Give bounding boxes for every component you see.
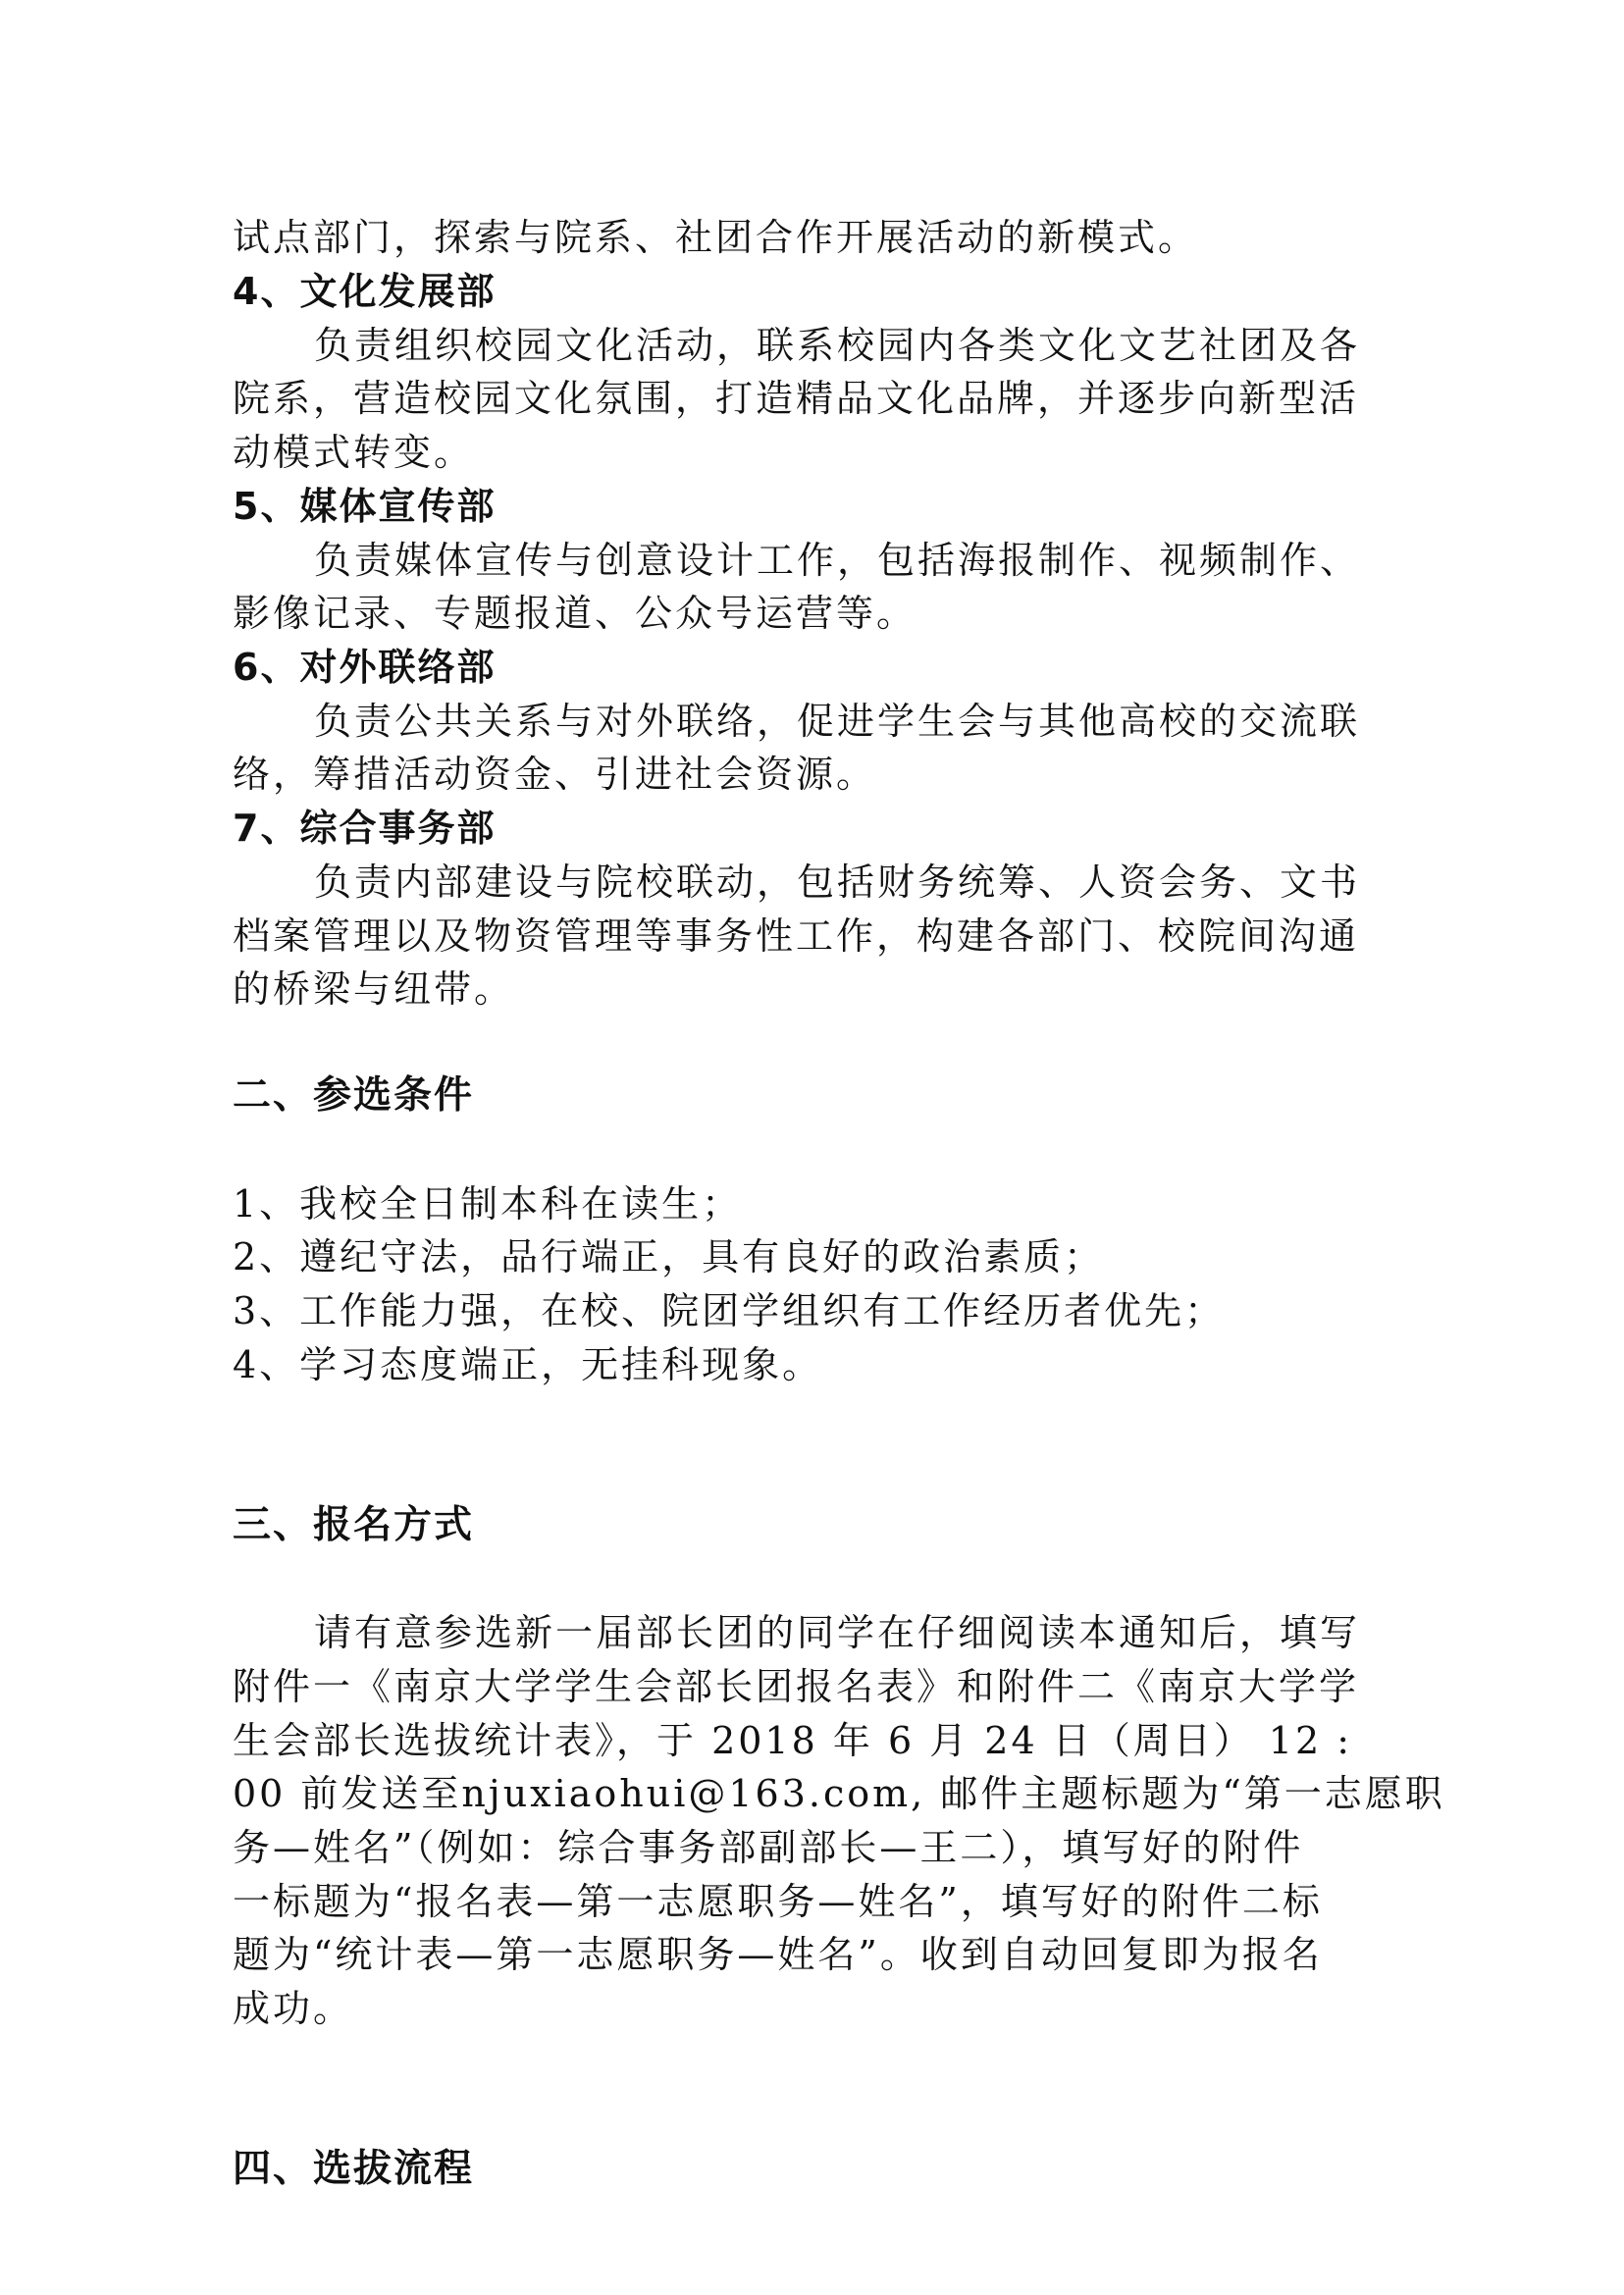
section-heading-registration: 三、报名方式 — [233, 1503, 475, 1547]
paragraph-line: 附件一《南京大学学生会部长团报名表》和附件二《南京大学学 — [233, 1665, 1360, 1708]
paragraph-line: 题为“统计表—第一志愿职务—姓名”。收到自动回复即为报名 — [233, 1933, 1323, 1976]
paragraph-line: 请有意参选新一届部长团的同学在仔细阅读本通知后，填写 — [314, 1611, 1361, 1654]
paragraph-line: 务—姓名”（例如：综合事务部副部长—王二），填写好的附件 — [233, 1826, 1304, 1869]
paragraph-line: 负责媒体宣传与创意设计工作，包括海报制作、视频制作、 — [314, 539, 1361, 582]
paragraph-line: 档案管理以及物资管理等事务性工作，构建各部门、校院间沟通 — [233, 914, 1360, 958]
list-item: 3、工作能力强，在校、院团学组织有工作经历者优先； — [233, 1289, 1226, 1332]
paragraph-line: 00 前发送至njuxiaohui@163.com, 邮件主题标题为“第一志愿职 — [233, 1772, 1445, 1815]
section-heading-eligibility: 二、参选条件 — [233, 1073, 475, 1118]
dept-title-external: 6、对外联络部 — [233, 646, 497, 689]
list-item: 1、我校全日制本科在读生； — [233, 1182, 743, 1226]
paragraph-line: 负责组织校园文化活动，联系校园内各类文化文艺社团及各 — [314, 324, 1361, 367]
paragraph-line: 动模式转变。 — [233, 431, 475, 474]
paragraph-line: 试点部门，探索与院系、社团合作开展活动的新模式。 — [233, 216, 1199, 259]
paragraph-line: 影像记录、专题报道、公众号运营等。 — [233, 592, 917, 635]
dept-title-general-affairs: 7、综合事务部 — [233, 807, 497, 850]
paragraph-line: 一标题为“报名表—第一志愿职务—姓名”，填写好的附件二标 — [233, 1880, 1323, 1923]
paragraph-line: 络，筹措活动资金、引进社会资源。 — [233, 753, 877, 796]
paragraph-line: 负责公共关系与对外联络，促进学生会与其他高校的交流联 — [314, 700, 1361, 743]
dept-title-media: 5、媒体宣传部 — [233, 485, 497, 528]
list-item: 4、学习态度端正，无挂科现象。 — [233, 1343, 823, 1386]
paragraph-line: 负责内部建设与院校联动，包括财务统筹、人资会务、文书 — [314, 861, 1361, 904]
section-heading-selection-process: 四、选拔流程 — [233, 2147, 475, 2191]
paragraph-line: 成功。 — [233, 1987, 354, 2030]
paragraph-line: 院系，营造校园文化氛围，打造精品文化品牌，并逐步向新型活 — [233, 377, 1360, 420]
paragraph-line: 生会部长选拔统计表》，于 2018 年 6 月 24 日（周日） 12 : — [233, 1719, 1353, 1762]
paragraph-line: 的桥梁与纽带。 — [233, 967, 515, 1011]
list-item: 2、遵纪守法，品行端正，具有良好的政治素质； — [233, 1235, 1105, 1278]
dept-title-culture: 4、文化发展部 — [233, 270, 497, 313]
